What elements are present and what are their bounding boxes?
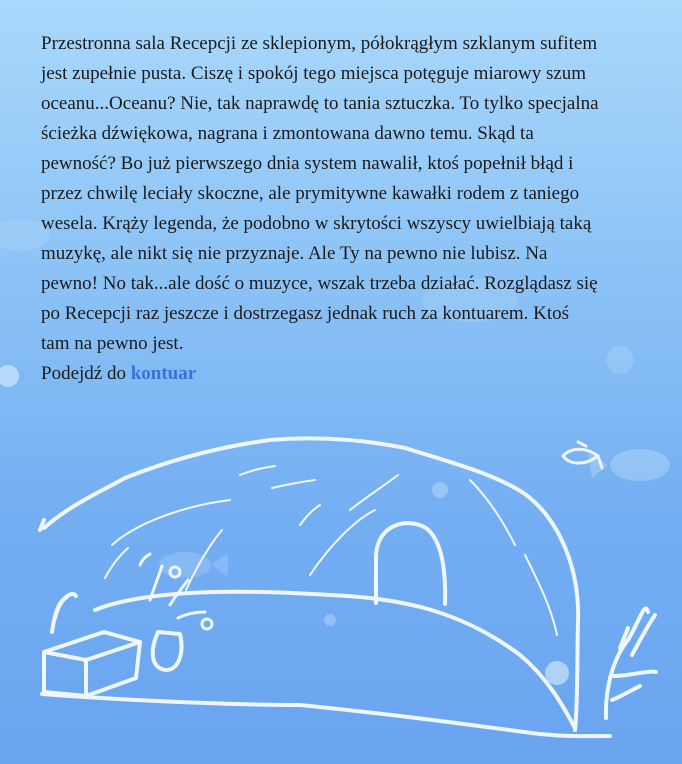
doorway-icon [376,523,445,604]
kontuar-link[interactable]: kontuar [130,363,197,384]
seaweed-icon [606,608,656,718]
treasure-chest-icon [44,594,140,696]
action-prefix: Podejdź do [41,363,131,384]
story-text [41,29,601,389]
fish-icon [563,442,602,468]
action-line [41,359,601,389]
story-paragraph: Przestronna sala Recepcji ze sklepionym, półokrągłym szklanym sufitem jest zupełnie pusta. Ciszę i spokój tego miejsca potęguje miarowy szum oceanu...Oceanu? Nie, tak naprawdę to tania sztuczka. To tylko specjalna ścieżka dźwiękowa, nagrana i zmontowana dawno temu. Skąd ta pewność? Bo już pierwszego dnia system nawalił, ktoś popełnił błąd i przez chwilę leciały skoczne, ale prymitywne kawałki rodem z taniego wesela. Krąży legenda, że podobno w skrytości wszyscy uwielbiają taką muzykę, ale nikt się nie przyznaje. Ale Ty na pewno nie lubisz. Na pewno! No tak...ale dość o muzyce, wszak trzeba działać. Rozglądasz się po Recepcji raz jeszcze i dostrzegasz jednak ruch za kontuarem. Ktoś tam na pewno jest. [41,33,599,354]
dome-icon [44,438,578,730]
